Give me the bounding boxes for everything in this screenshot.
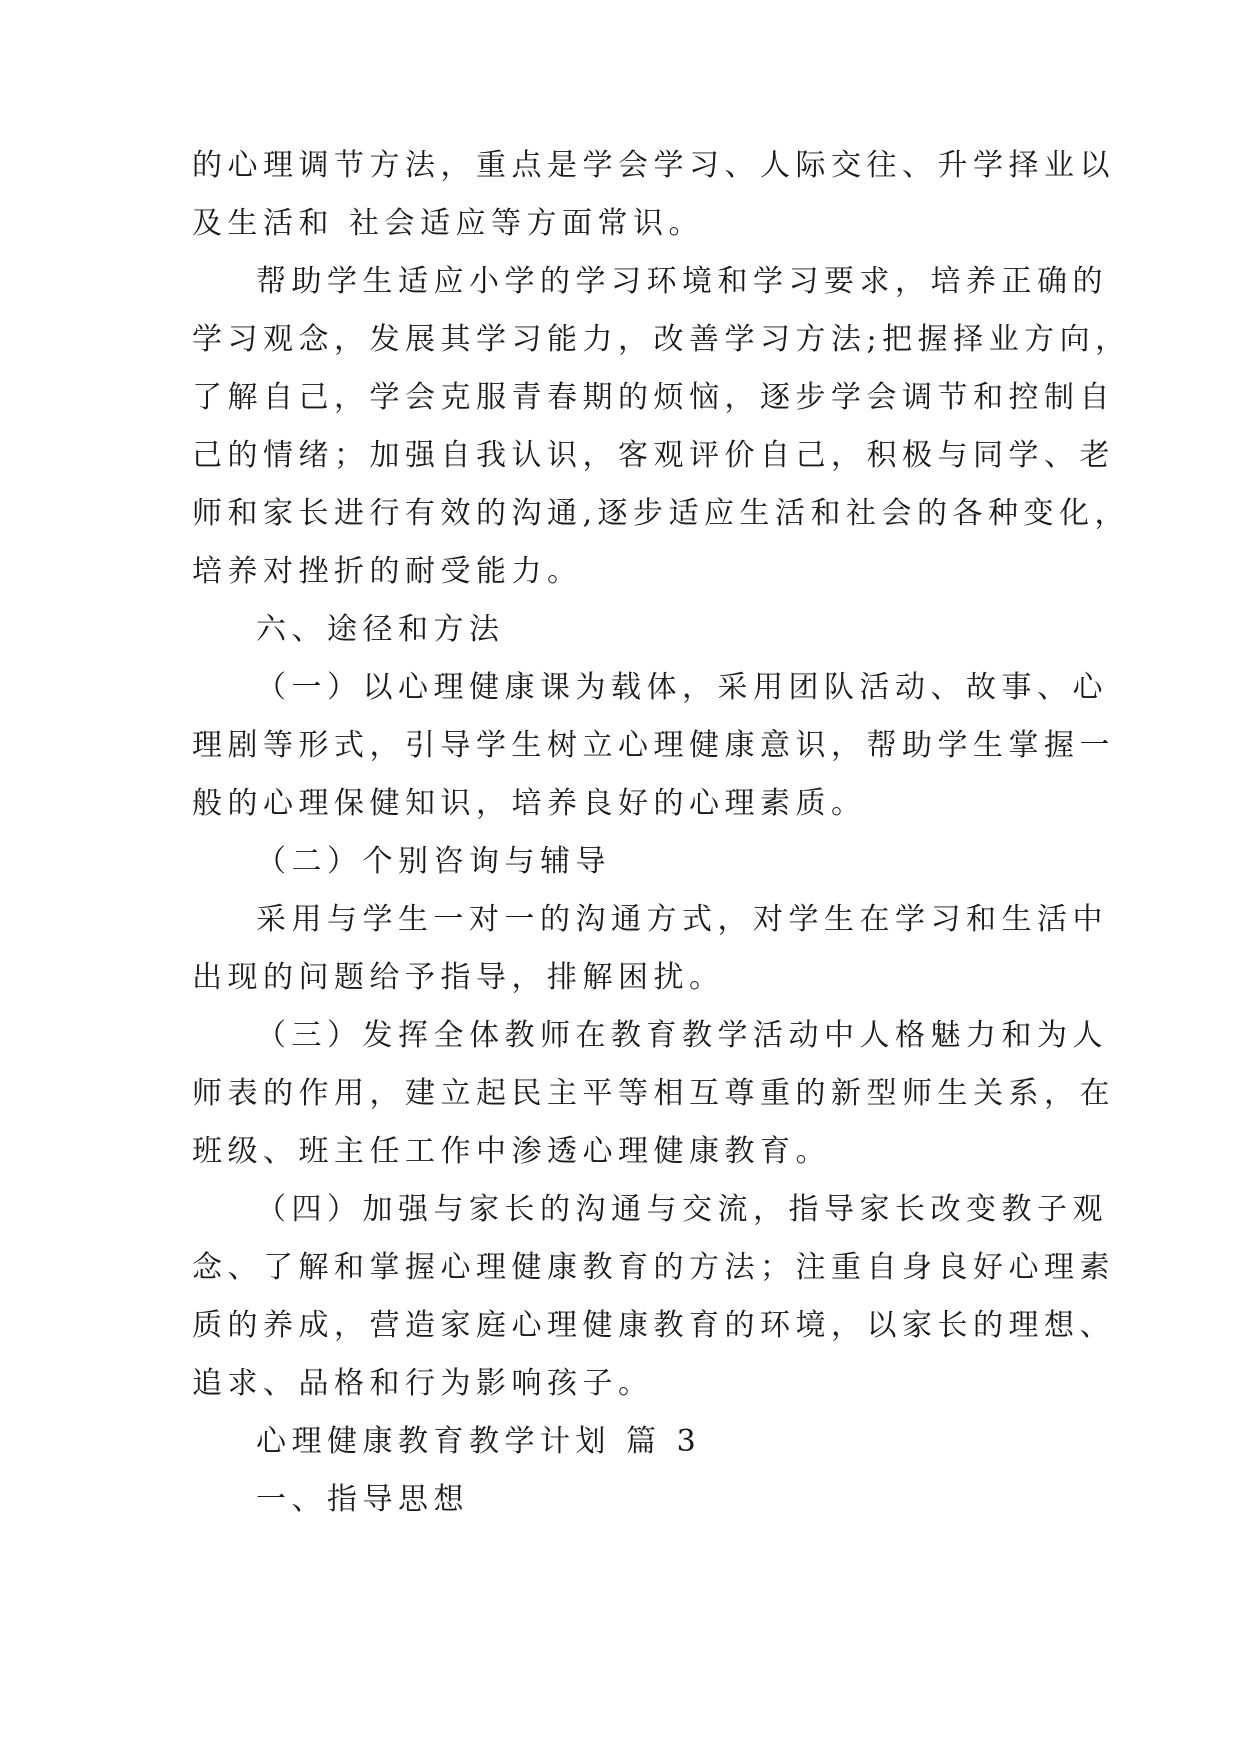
text-line: 了解自己，学会克服青春期的烦恼，逐步学会调节和控制自 [192, 380, 1115, 415]
text-line: 理剧等形式，引导学生树立心理健康意识，帮助学生掌握一 [192, 728, 1115, 763]
paragraph-start-line: （一）以心理健康课为载体，采用团队活动、故事、心 [256, 670, 1108, 705]
text-line: 及生活和 社会适应等方面常识。 [192, 206, 705, 241]
paragraph-start-line: （四）加强与家长的沟通与交流，指导家长改变教子观 [256, 1192, 1108, 1227]
text-line: 班级、班主任工作中渗透心理健康教育。 [192, 1134, 831, 1169]
text-line: 的心理调节方法，重点是学会学习、人际交往、升学择业以 [192, 148, 1115, 183]
text-line: 质的养成，营造家庭心理健康教育的环境，以家长的理想、 [192, 1308, 1115, 1343]
text-line: 师和家长进行有效的沟通,逐步适应生活和社会的各种变化， [192, 496, 1131, 531]
text-line: 己的情绪；加强自我认识，客观评价自己，积极与同学、老 [192, 438, 1115, 473]
text-line: 学习观念，发展其学习能力，改善学习方法;把握择业方向， [192, 322, 1131, 357]
paragraph-start-line: 帮助学生适应小学的学习环境和学习要求，培养正确的 [256, 264, 1108, 299]
text-line: 师表的作用，建立起民主平等相互尊重的新型师生关系，在 [192, 1076, 1115, 1111]
text-line: 念、了解和掌握心理健康教育的方法；注重自身良好心理素 [192, 1250, 1115, 1285]
section-heading: 一、指导思想 [256, 1482, 469, 1517]
section-heading: 六、途径和方法 [256, 612, 505, 647]
text-line: 般的心理保健知识，培养良好的心理素质。 [192, 786, 867, 821]
text-line: 培养对挫折的耐受能力。 [192, 554, 583, 589]
text-line: 追求、品格和行为影响孩子。 [192, 1366, 654, 1401]
paragraph-start-line: 采用与学生一对一的沟通方式，对学生在学习和生活中 [256, 902, 1108, 937]
subsection-heading: （二）个别咨询与辅导 [256, 844, 611, 879]
article-title: 心理健康教育教学计划 篇 3 [256, 1424, 702, 1459]
document-body [192, 137, 1131, 1529]
text-line: 出现的问题给予指导，排解困扰。 [192, 960, 725, 995]
paragraph-start-line: （三）发挥全体教师在教育教学活动中人格魅力和为人 [256, 1018, 1108, 1053]
